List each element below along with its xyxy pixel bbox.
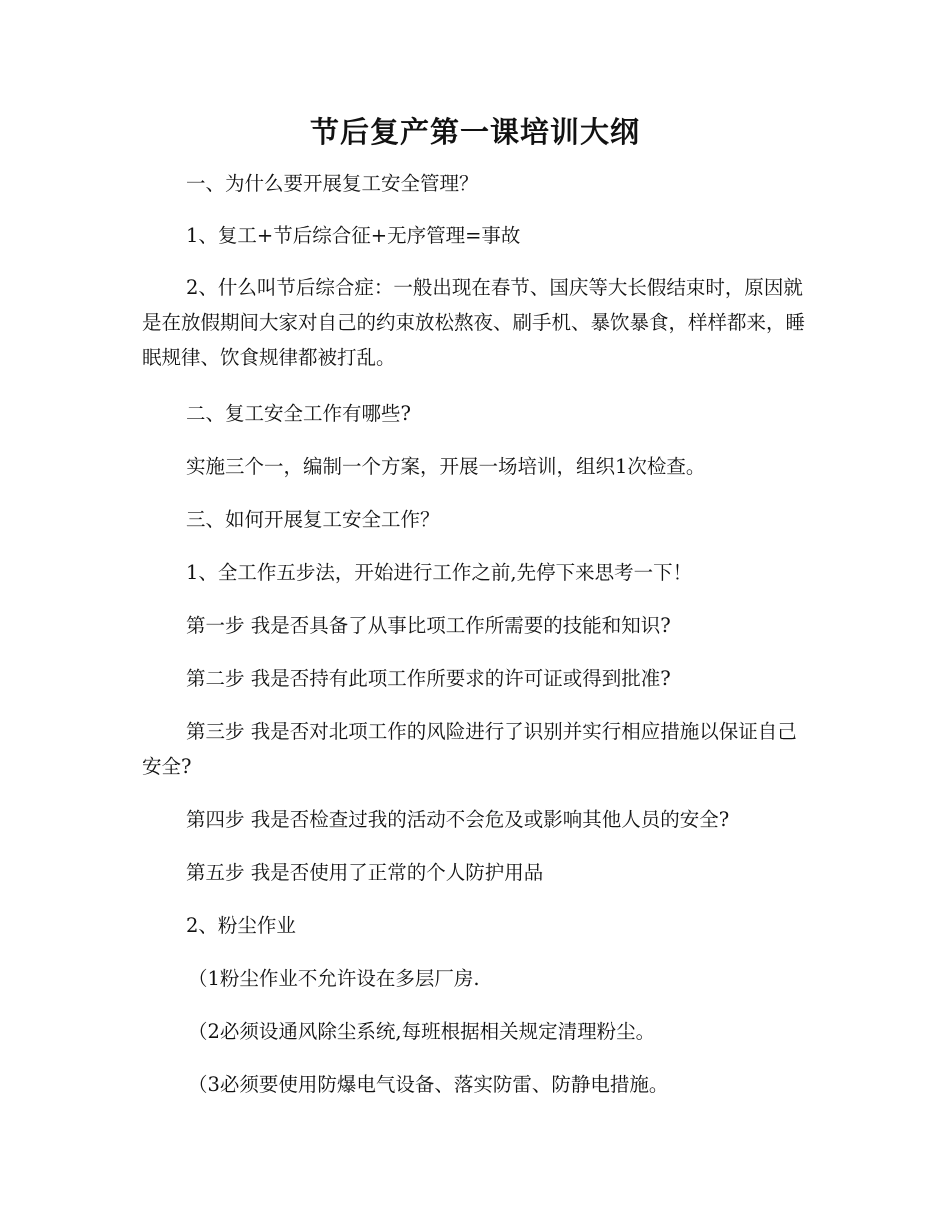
step-two: 第二步 我是否持有此项工作所要求的许可证或得到批准? [186,667,671,690]
heading-work-items: 二、复工安全工作有哪些? [186,402,411,425]
step-five: 第五步 我是否使用了正常的个人防护用品 [186,861,544,884]
step-four: 第四步 我是否检查过我的活动不会危及或影响其他人员的安全? [186,808,730,831]
dust-rule-2: （2必须设通风除尘系统,每班根据相关规定清理粉尘。 [188,1020,656,1043]
dust-rule-1: （1粉尘作业不允许设在多层厂房. [188,967,480,990]
step-three: 第三步 我是否对北项工作的风险进行了识别并实行相应措施以保证自己安全? [142,720,797,778]
step-one: 第一步 我是否具备了从事比项工作所需要的技能和知识? [186,614,671,637]
heading-dust-work: 2、粉尘作业 [186,914,296,937]
heading-how-to: 三、如何开展复工安全工作？ [186,508,440,531]
paragraph-holiday-syndrome: 2、什么叫节后综合症：一般出现在春节、国庆等大长假结束时，原因就是在放假期间大家对自己的约束放松熬夜、刷手机、暴饮暴食，样样都来，睡眠规律、饮食规律都被打乱。 [142,276,806,369]
paragraph-formula: 1、复工+节后综合征+无序管理=事故 [186,224,521,247]
heading-why-manage: 一、为什么要开展复工安全管理？ [186,172,479,195]
document-title: 节后复产第一课培训大纲 [309,115,640,149]
paragraph-three-ones: 实施三个一，编制一个方案，开展一场培训，组织1次检查。 [186,455,706,478]
dust-rule-3: （3必须要使用防爆电气设备、落实防雷、防静电措施。 [188,1073,669,1096]
paragraph-five-steps: 1、全工作五步法，开始进行工作之前,先停下来思考一下！ [186,561,693,584]
